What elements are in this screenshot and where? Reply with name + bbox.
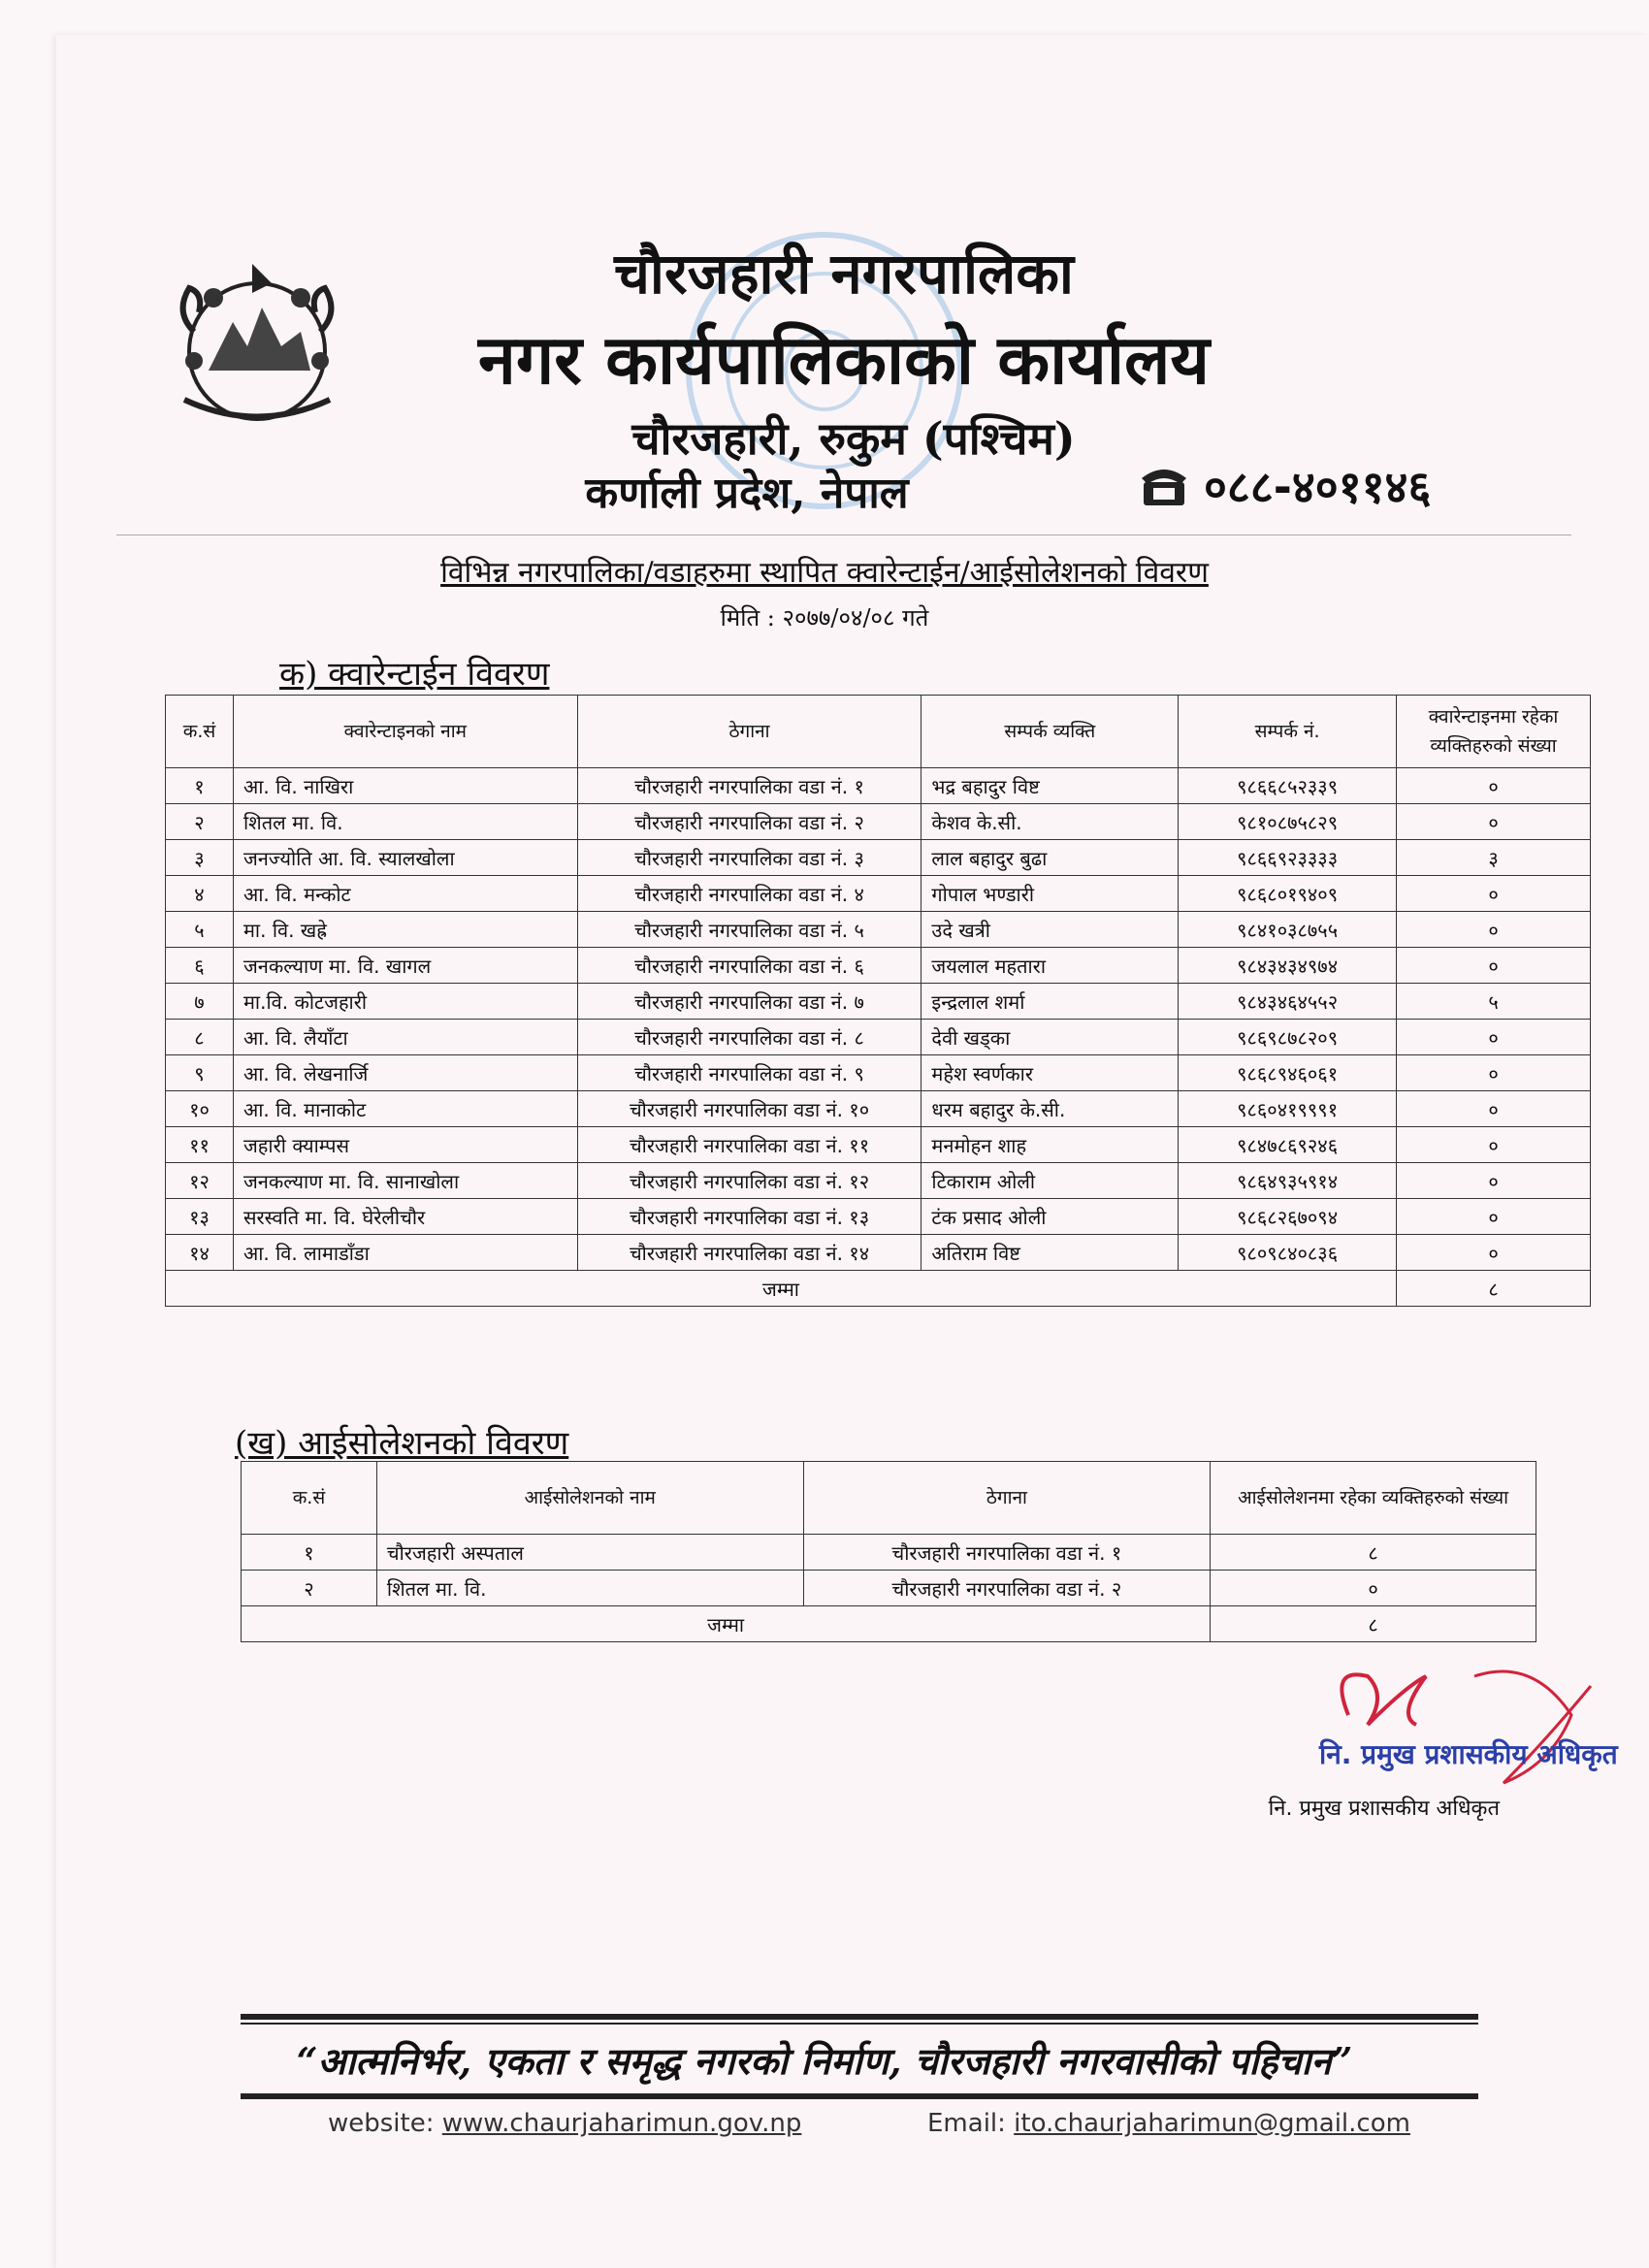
table-row xyxy=(242,1535,1536,1571)
table-cell: ० xyxy=(1397,912,1591,948)
table-cell: ० xyxy=(1397,804,1591,840)
table-cell: चौरजहारी नगरपालिका वडा नं. ५ xyxy=(577,912,922,948)
total-value: ८ xyxy=(1211,1606,1536,1642)
col-header-sn: क.सं xyxy=(242,1462,377,1535)
table-cell: १२ xyxy=(166,1163,234,1199)
table-cell: ५ xyxy=(1397,984,1591,1020)
table-row xyxy=(166,804,1591,840)
footer-rule xyxy=(241,2014,1478,2020)
col-header-name: क्वारेन्टाइनको नाम xyxy=(233,696,577,768)
table-cell: महेश स्वर्णकार xyxy=(922,1055,1179,1091)
table-total-row xyxy=(166,1271,1591,1307)
table-cell: ९८४३४६४५५२ xyxy=(1179,984,1397,1020)
table-cell: देवी खड्का xyxy=(922,1020,1179,1055)
table-cell: ९८४७८६९२४६ xyxy=(1179,1127,1397,1163)
col-header-address: ठेगाना xyxy=(577,696,922,768)
letterhead xyxy=(0,0,1649,543)
table-cell: ९८६८९४६०६१ xyxy=(1179,1055,1397,1091)
table-cell: जनकल्याण मा. वि. सानाखोला xyxy=(233,1163,577,1199)
table-cell: भद्र बहादुर विष्ट xyxy=(922,768,1179,804)
table-cell: जहारी क्याम्पस xyxy=(233,1127,577,1163)
table-cell: आ. वि. लामाडाँडा xyxy=(233,1235,577,1271)
col-header-contact-number: सम्पर्क नं. xyxy=(1179,696,1397,768)
col-header-address: ठेगाना xyxy=(803,1462,1211,1535)
table-cell: २ xyxy=(166,804,234,840)
table-cell: ० xyxy=(1397,1020,1591,1055)
phone-number: ०८८-४०११४६ xyxy=(1204,461,1432,513)
table-cell: चौरजहारी नगरपालिका वडा नं. ९ xyxy=(577,1055,922,1091)
table-cell: ० xyxy=(1397,768,1591,804)
table-row xyxy=(166,912,1591,948)
table-cell: ६ xyxy=(166,948,234,984)
table-total-row xyxy=(242,1606,1536,1642)
table-row xyxy=(166,984,1591,1020)
table-cell: जनकल्याण मा. वि. खागल xyxy=(233,948,577,984)
table-cell: ० xyxy=(1397,948,1591,984)
table-cell: ९८४३४३४९७४ xyxy=(1179,948,1397,984)
table-cell: ३ xyxy=(1397,840,1591,876)
isolation-heading: (ख) आईसोलेशनको विवरण xyxy=(235,1424,569,1463)
table-cell: ५ xyxy=(166,912,234,948)
table-cell: ९८६६८५२३३९ xyxy=(1179,768,1397,804)
table-cell: चौरजहारी नगरपालिका वडा नं. २ xyxy=(577,804,922,840)
table-row xyxy=(166,1163,1591,1199)
telephone-icon xyxy=(1140,465,1188,507)
table-cell: चौरजहारी नगरपालिका वडा नं. २ xyxy=(803,1571,1211,1606)
table-cell: ९८६६९२३३३३ xyxy=(1179,840,1397,876)
table-cell: चौरजहारी नगरपालिका वडा नं. १ xyxy=(803,1535,1211,1571)
col-header-name: आईसोलेशनको नाम xyxy=(376,1462,803,1535)
table-cell: शितल मा. वि. xyxy=(233,804,577,840)
table-cell: ० xyxy=(1397,1163,1591,1199)
total-label: जम्मा xyxy=(242,1606,1211,1642)
total-label: जम्मा xyxy=(166,1271,1397,1307)
table-row xyxy=(166,768,1591,804)
table-row xyxy=(166,1091,1591,1127)
table-cell: १ xyxy=(242,1535,377,1571)
email-line: Email: ito.chaurjaharimun@gmail.com xyxy=(927,2109,1410,2138)
slogan: “आत्मनिर्भर, एकता र समृद्ध नगरको निर्माण, चौरजहारी नगरवासीको पहिचान” xyxy=(296,2039,1353,2083)
office-name: नगर कार्यपालिकाको कार्यालय xyxy=(477,319,1211,400)
col-header-count: आईसोलेशनमा रहेका व्यक्तिहरुको संख्या xyxy=(1211,1462,1536,1535)
email-link[interactable]: ito.chaurjaharimun@gmail.com xyxy=(1014,2109,1410,2138)
table-cell: ९८६०४१९९९१ xyxy=(1179,1091,1397,1127)
table-cell: ९८६४९३५९१४ xyxy=(1179,1163,1397,1199)
table-cell: १४ xyxy=(166,1235,234,1271)
table-cell: आ. वि. लेखनार्जि xyxy=(233,1055,577,1091)
table-cell: ० xyxy=(1211,1571,1536,1606)
table-cell: आ. वि. नाखिरा xyxy=(233,768,577,804)
municipality-name: चौरजहारी नगरपालिका xyxy=(614,241,1074,307)
table-row xyxy=(166,1199,1591,1235)
table-cell: ९८०९८४०८३६ xyxy=(1179,1235,1397,1271)
province-name: कर्णाली प्रदेश, नेपाल xyxy=(585,469,909,518)
table-cell: चौरजहारी नगरपालिका वडा नं. ७ xyxy=(577,984,922,1020)
table-cell: ७ xyxy=(166,984,234,1020)
table-cell: ० xyxy=(1397,876,1591,912)
table-cell: शितल मा. वि. xyxy=(376,1571,803,1606)
table-cell: ९ xyxy=(166,1055,234,1091)
table-cell: चौरजहारी नगरपालिका वडा नं. ८ xyxy=(577,1020,922,1055)
footer-rule xyxy=(241,2093,1478,2099)
table-cell: आ. वि. मानाकोट xyxy=(233,1091,577,1127)
table-cell: ९८६८०१९४०९ xyxy=(1179,876,1397,912)
table-row xyxy=(166,1235,1591,1271)
table-cell: ९८४१०३८७५५ xyxy=(1179,912,1397,948)
table-cell: १३ xyxy=(166,1199,234,1235)
table-cell: टिकाराम ओली xyxy=(922,1163,1179,1199)
table-cell: जनज्योति आ. वि. स्यालखोला xyxy=(233,840,577,876)
table-cell: आ. वि. लैयाँटा xyxy=(233,1020,577,1055)
table-cell: चौरजहारी नगरपालिका वडा नं. ३ xyxy=(577,840,922,876)
table-cell: ९८१०८७५८२९ xyxy=(1179,804,1397,840)
document-date: मिति : २०७७/०४/०८ गते xyxy=(720,604,929,632)
signature-stamp xyxy=(1310,1657,1620,1812)
table-cell: १ xyxy=(166,768,234,804)
table-cell: चौरजहारी नगरपालिका वडा नं. १ xyxy=(577,768,922,804)
table-row xyxy=(166,1020,1591,1055)
signatory-title: नि. प्रमुख प्रशासकीय अधिकृत xyxy=(1268,1797,1500,1821)
quarantine-heading: क) क्वारेन्टाईन विवरण xyxy=(279,655,550,694)
table-cell: मा.वि. कोटजहारी xyxy=(233,984,577,1020)
document-title: विभिन्न नगरपालिका/वडाहरुमा स्थापित क्वारेन्टाईन/आईसोलेशनको विवरण xyxy=(440,556,1209,590)
table-cell: ४ xyxy=(166,876,234,912)
stamp-text: नि. प्रमुख प्रशासकीय अधिकृत xyxy=(1319,1738,1618,1770)
total-value: ८ xyxy=(1397,1271,1591,1307)
table-row xyxy=(166,840,1591,876)
table-cell: ९८६९८७८२०९ xyxy=(1179,1020,1397,1055)
table-row xyxy=(242,1571,1536,1606)
table-row xyxy=(166,1055,1591,1091)
table-cell: चौरजहारी नगरपालिका वडा नं. १२ xyxy=(577,1163,922,1199)
table-cell: इन्द्रलाल शर्मा xyxy=(922,984,1179,1020)
website-line: website: www.chaurjaharimun.gov.np xyxy=(328,2109,802,2138)
table-cell: ० xyxy=(1397,1091,1591,1127)
table-cell: उदे खत्री xyxy=(922,912,1179,948)
table-cell: चौरजहारी अस्पताल xyxy=(376,1535,803,1571)
table-cell: ० xyxy=(1397,1199,1591,1235)
table-cell: गोपाल भण्डारी xyxy=(922,876,1179,912)
website-link[interactable]: www.chaurjaharimun.gov.np xyxy=(441,2109,802,2138)
table-cell: १० xyxy=(166,1091,234,1127)
table-cell: ० xyxy=(1397,1235,1591,1271)
col-header-count: क्वारेन्टाइनमा रहेका व्यक्तिहरुको संख्या xyxy=(1397,696,1591,768)
table-cell: ३ xyxy=(166,840,234,876)
table-cell: टंक प्रसाद ओली xyxy=(922,1199,1179,1235)
col-header-sn: क.सं xyxy=(166,696,234,768)
table-cell: आ. वि. मन्कोट xyxy=(233,876,577,912)
table-cell: सरस्वति मा. वि. घेरेलीचौर xyxy=(233,1199,577,1235)
table-cell: ८ xyxy=(1211,1535,1536,1571)
table-cell: धरम बहादुर के.सी. xyxy=(922,1091,1179,1127)
table-cell: चौरजहारी नगरपालिका वडा नं. ६ xyxy=(577,948,922,984)
table-cell: ८ xyxy=(166,1020,234,1055)
table-cell: ० xyxy=(1397,1055,1591,1091)
table-cell: केशव के.सी. xyxy=(922,804,1179,840)
table-cell: ० xyxy=(1397,1127,1591,1163)
table-row xyxy=(166,1127,1591,1163)
isolation-table xyxy=(241,1461,1536,1642)
col-header-contact-person: सम्पर्क व्यक्ति xyxy=(922,696,1179,768)
quarantine-table xyxy=(165,695,1591,1307)
table-row xyxy=(166,876,1591,912)
table-cell: लाल बहादुर बुढा xyxy=(922,840,1179,876)
footer-rule xyxy=(241,2023,1478,2025)
table-header-row xyxy=(166,696,1591,768)
phone-block xyxy=(1140,456,1431,516)
table-cell: चौरजहारी नगरपालिका वडा नं. ११ xyxy=(577,1127,922,1163)
table-header-row xyxy=(242,1462,1536,1535)
table-cell: मनमोहन शाह xyxy=(922,1127,1179,1163)
table-row xyxy=(166,948,1591,984)
table-cell: मा. वि. खह्रे xyxy=(233,912,577,948)
table-cell: चौरजहारी नगरपालिका वडा नं. १० xyxy=(577,1091,922,1127)
table-cell: जयलाल महतारा xyxy=(922,948,1179,984)
office-address: चौरजहारी, रुकुम (पश्चिम) xyxy=(631,412,1076,465)
table-cell: ९८६८२६७०९४ xyxy=(1179,1199,1397,1235)
table-cell: चौरजहारी नगरपालिका वडा नं. ४ xyxy=(577,876,922,912)
table-cell: चौरजहारी नगरपालिका वडा नं. १४ xyxy=(577,1235,922,1271)
table-cell: २ xyxy=(242,1571,377,1606)
table-cell: चौरजहारी नगरपालिका वडा नं. १३ xyxy=(577,1199,922,1235)
table-cell: ११ xyxy=(166,1127,234,1163)
table-cell: अतिराम विष्ट xyxy=(922,1235,1179,1271)
